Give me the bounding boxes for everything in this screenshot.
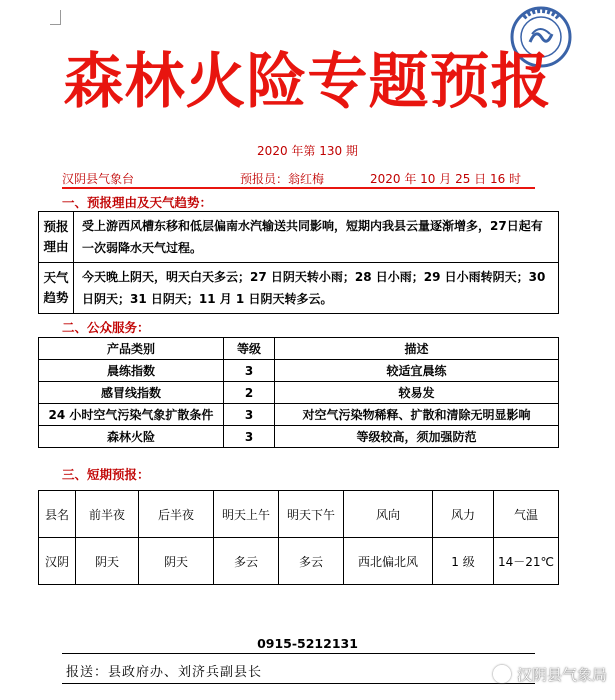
table-cell: 较易发 [275,382,559,404]
footer-divider-bottom [62,683,535,684]
table-row [39,404,559,426]
table-cell: 3 [224,404,275,426]
page-corner-mark [50,10,61,25]
column-header: 风力 [433,491,494,538]
table-cell: 汉阴 [39,538,76,585]
section-heading-reason: 一、预报理由及天气趋势： [62,195,213,210]
trend-text: 今天晚上阴天，明天白天多云；27 日阴天转小雨；28 日小雨；29 日小雨转阴天；30 日阴天；31 日阴天；11 月 1 日阴天转多云。 [74,263,559,314]
wechat-channel-icon [493,665,511,683]
table-cell: 晨练指数 [39,360,224,382]
table-cell: 对空气污染物稀释、扩散和清除无明显影响 [275,404,559,426]
short-term-forecast-table [38,490,559,585]
table-cell: 14－21℃ [494,538,559,585]
section-heading-short-term: 三、短期预报： [62,467,150,482]
table-cell: 西北偏北风 [344,538,433,585]
report-recipients: 报送：县政府办、刘济兵副县长 [66,665,263,680]
section-heading-public: 二、公众服务： [62,320,150,335]
table-cell: 阴天 [139,538,214,585]
reason-label: 预报理由 [39,212,74,263]
column-header: 明天上午 [214,491,279,538]
table-cell: 3 [224,360,275,382]
column-header: 等级 [224,338,275,360]
column-header: 明天下午 [279,491,344,538]
forecast-reason-table [38,211,559,314]
table-cell: 24 小时空气污染气象扩散条件 [39,404,224,426]
table-row [39,212,559,263]
table-header-row [39,338,559,360]
table-header-row [39,491,559,538]
table-row [39,538,559,585]
column-header: 县名 [39,491,76,538]
table-cell: 3 [224,426,275,448]
table-cell: 1 级 [433,538,494,585]
table-row [39,382,559,404]
table-cell: 森林火险 [39,426,224,448]
table-row [39,426,559,448]
column-header: 后半夜 [139,491,214,538]
trend-label: 天气趋势 [39,263,74,314]
footer-divider-top [62,653,535,654]
table-cell: 感冒线指数 [39,382,224,404]
forecaster: 预报员：翁红梅 [240,172,325,186]
reason-text: 受上游西风槽东移和低层偏南水汽输送共同影响，短期内我县云量逐渐增多，27日起有一次弱降水天气过程。 [74,212,559,263]
table-cell: 等级较高，须加强防范 [275,426,559,448]
column-header: 气温 [494,491,559,538]
info-line [62,170,542,188]
column-header: 风向 [344,491,433,538]
station-name: 汉阴县气象台 [62,172,135,186]
page-title: 森林火险专题预报 [63,47,552,117]
table-cell: 多云 [279,538,344,585]
table-cell: 较适宜晨练 [275,360,559,382]
table-cell: 2 [224,382,275,404]
issue-datetime: 2020 年 10 月 25 日 16 时 [370,172,522,186]
table-row [39,360,559,382]
column-header: 前半夜 [76,491,139,538]
column-header: 描述 [275,338,559,360]
table-cell: 多云 [214,538,279,585]
watermark [493,664,607,685]
contact-phone: 0915-5212131 [257,636,358,651]
table-row [39,263,559,314]
watermark-text: 汉阴县气象局 [516,666,607,684]
table-cell: 阴天 [76,538,139,585]
public-service-table [38,337,559,448]
issue-number: 2020 年第 130 期 [257,144,358,158]
red-divider [62,187,535,189]
column-header: 产品类别 [39,338,224,360]
